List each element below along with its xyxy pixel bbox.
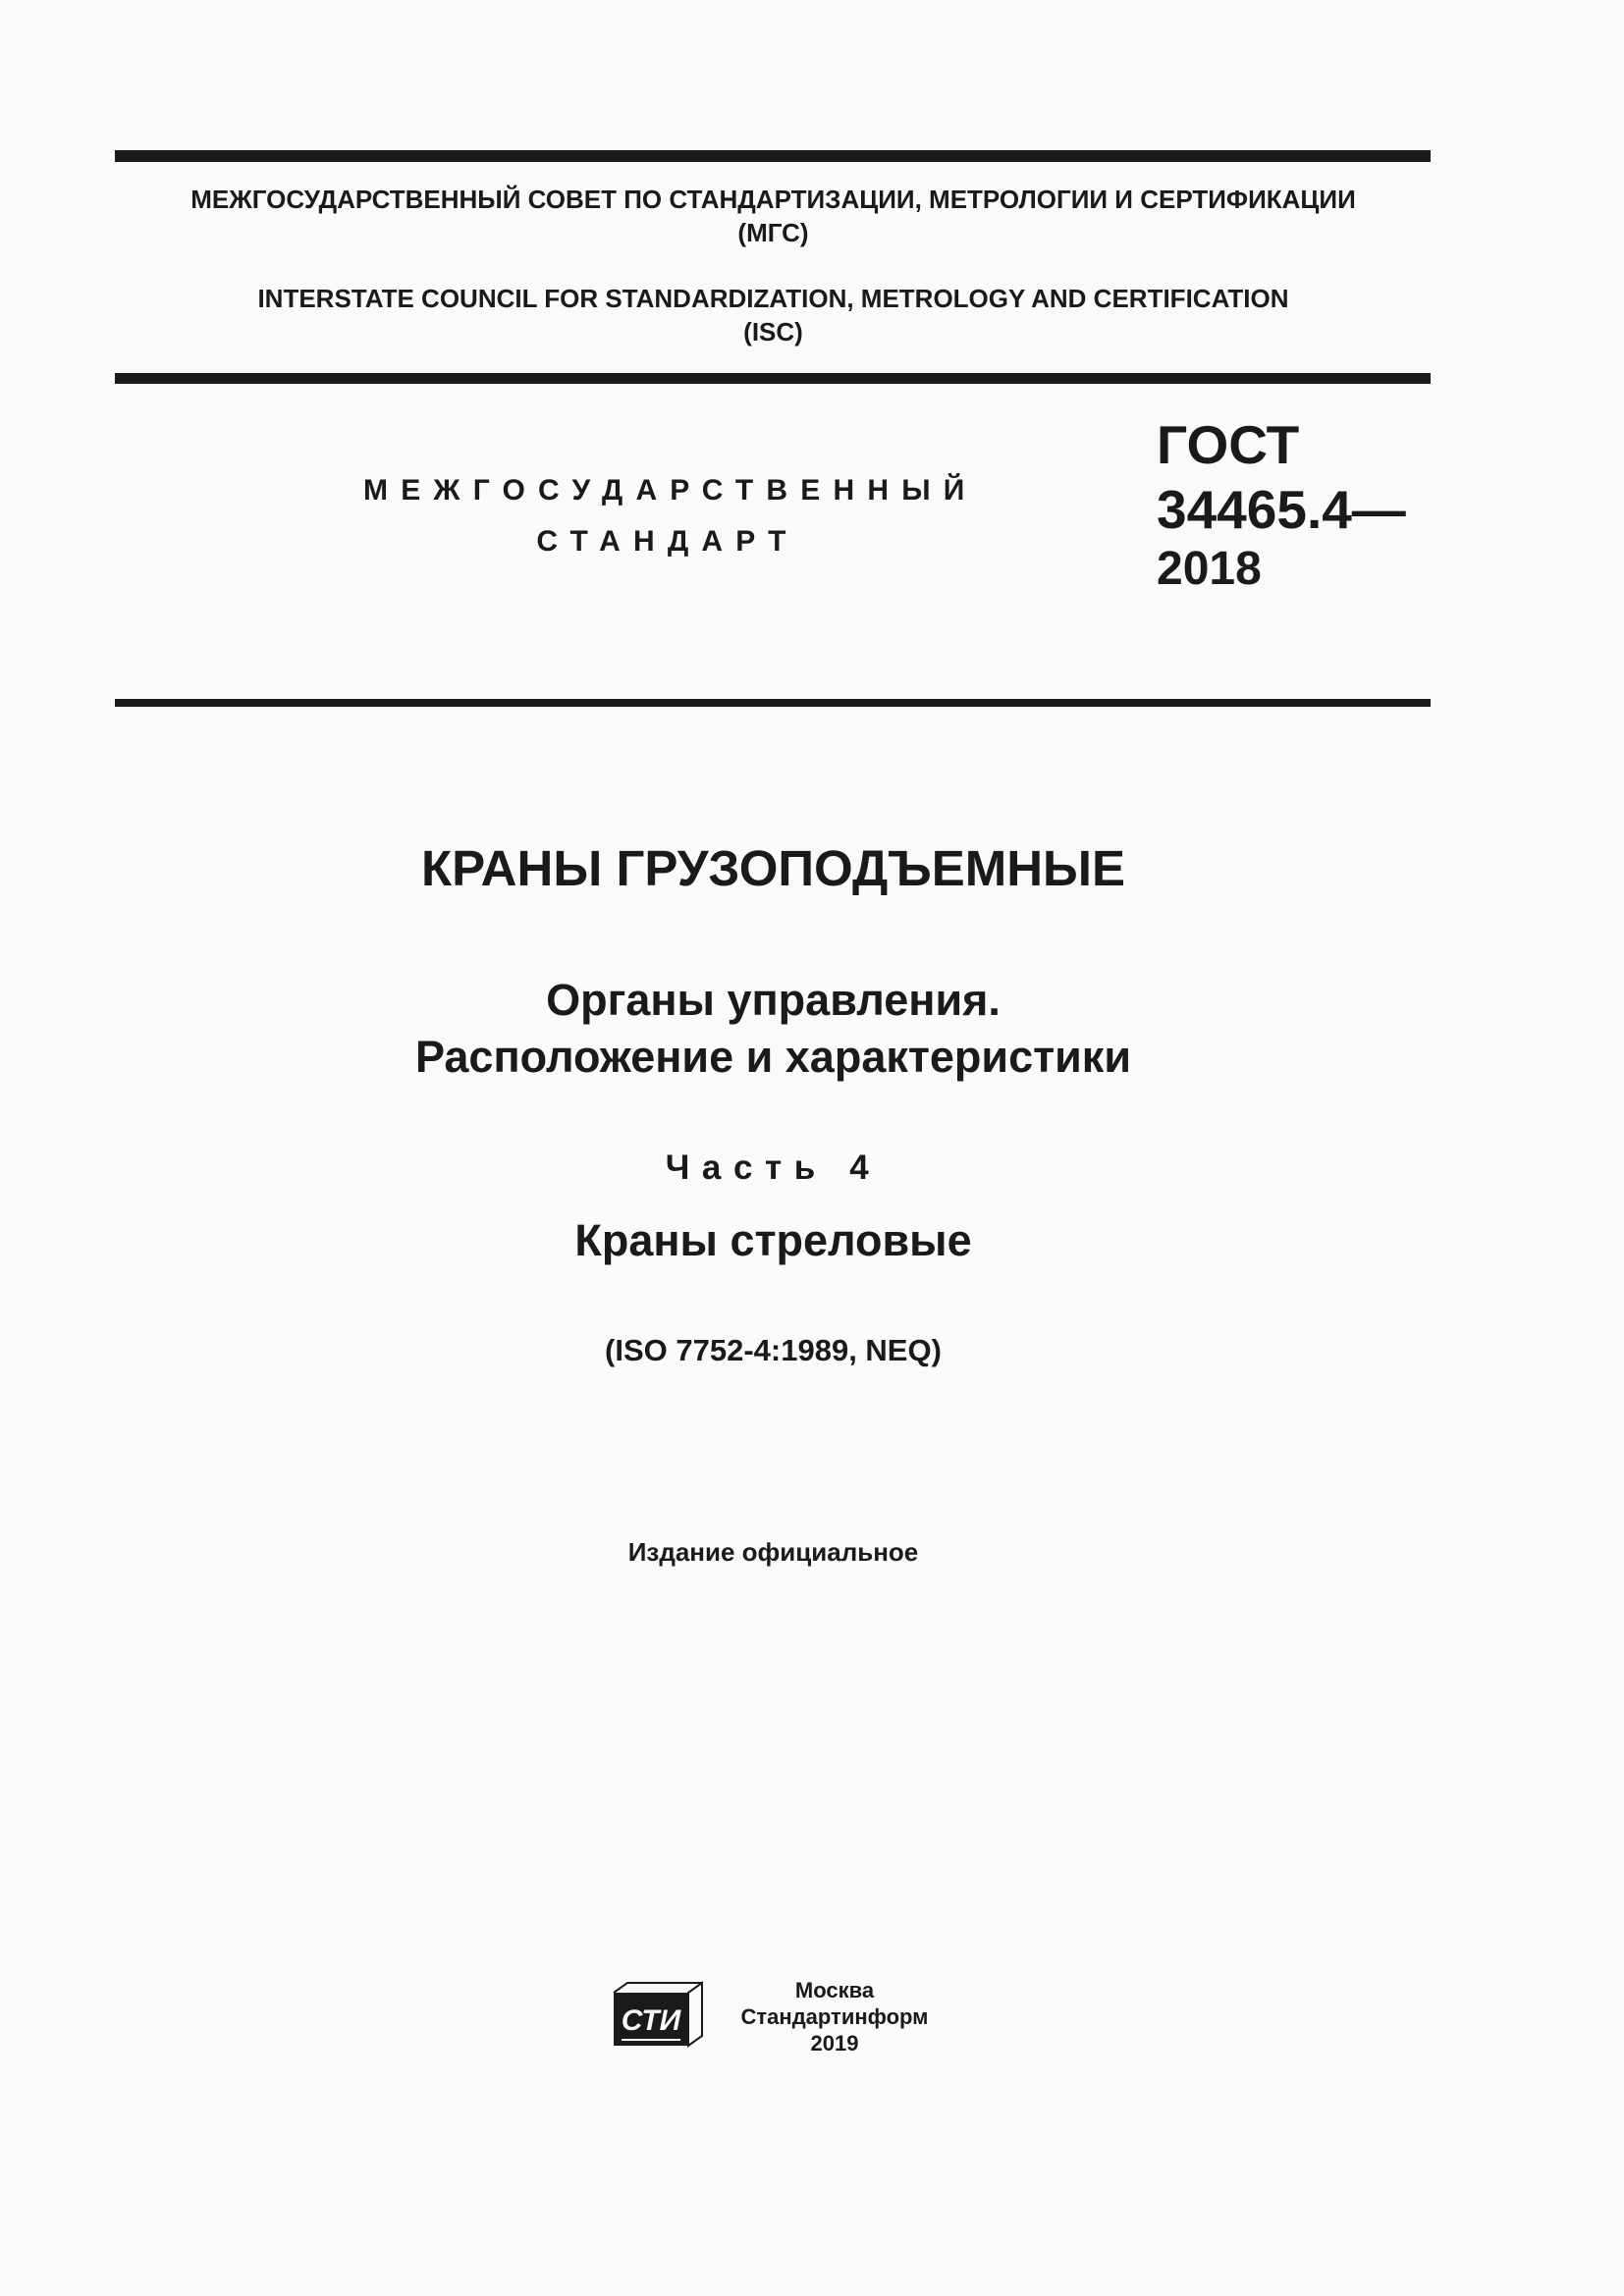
iso-reference: (ISO 7752-4:1989, NEQ) bbox=[605, 1333, 942, 1367]
standard-type-line2: СТАНДАРТ bbox=[536, 525, 799, 558]
subtitle-line2: Расположение и характеристики bbox=[414, 1032, 1131, 1082]
gost-prefix: ГОСТ bbox=[1157, 414, 1300, 475]
part-name: Краны стреловые bbox=[574, 1215, 972, 1265]
subtitle-line1: Органы управления. bbox=[546, 975, 1001, 1025]
publisher-year: 2019 bbox=[810, 2031, 859, 2056]
svg-text:СТИ: СТИ bbox=[621, 2004, 681, 2037]
top-rule bbox=[115, 150, 1431, 162]
council-name-ru bbox=[0, 183, 1546, 249]
council-name-en bbox=[0, 282, 1546, 348]
part-label: Часть 4 bbox=[665, 1148, 882, 1187]
council-en-line1: INTERSTATE COUNCIL FOR STANDARDIZATION, METROLOGY AND CERTIFICATION bbox=[257, 284, 1289, 313]
council-ru-abbr: (МГС) bbox=[737, 218, 809, 247]
gost-number: 34465.4— bbox=[1157, 479, 1406, 540]
council-en-abbr: (ISC) bbox=[743, 317, 803, 347]
header-bottom-rule bbox=[115, 699, 1431, 707]
publisher-block bbox=[717, 1977, 952, 2056]
document-title: КРАНЫ ГРУЗОПОДЪЕМНЫЕ bbox=[421, 840, 1125, 896]
publisher-city: Москва bbox=[794, 1978, 875, 2002]
middle-rule bbox=[115, 373, 1431, 384]
gost-designation bbox=[1157, 412, 1406, 597]
document-subtitle bbox=[0, 972, 1546, 1086]
edition-label: Издание официальное bbox=[627, 1537, 919, 1567]
standard-type-line1: МЕЖГОСУДАРСТВЕННЫЙ bbox=[363, 474, 978, 507]
standartinform-logo-icon bbox=[612, 1981, 704, 2050]
council-ru-line1: МЕЖГОСУДАРСТВЕННЫЙ СОВЕТ ПО СТАНДАРТИЗАЦИИ, МЕТРОЛОГИИ И СЕРТИФИКАЦИИ bbox=[190, 185, 1356, 214]
gost-year: 2018 bbox=[1157, 543, 1262, 595]
publisher-name: Стандартинформ bbox=[740, 2004, 929, 2029]
standard-type bbox=[363, 465, 978, 567]
